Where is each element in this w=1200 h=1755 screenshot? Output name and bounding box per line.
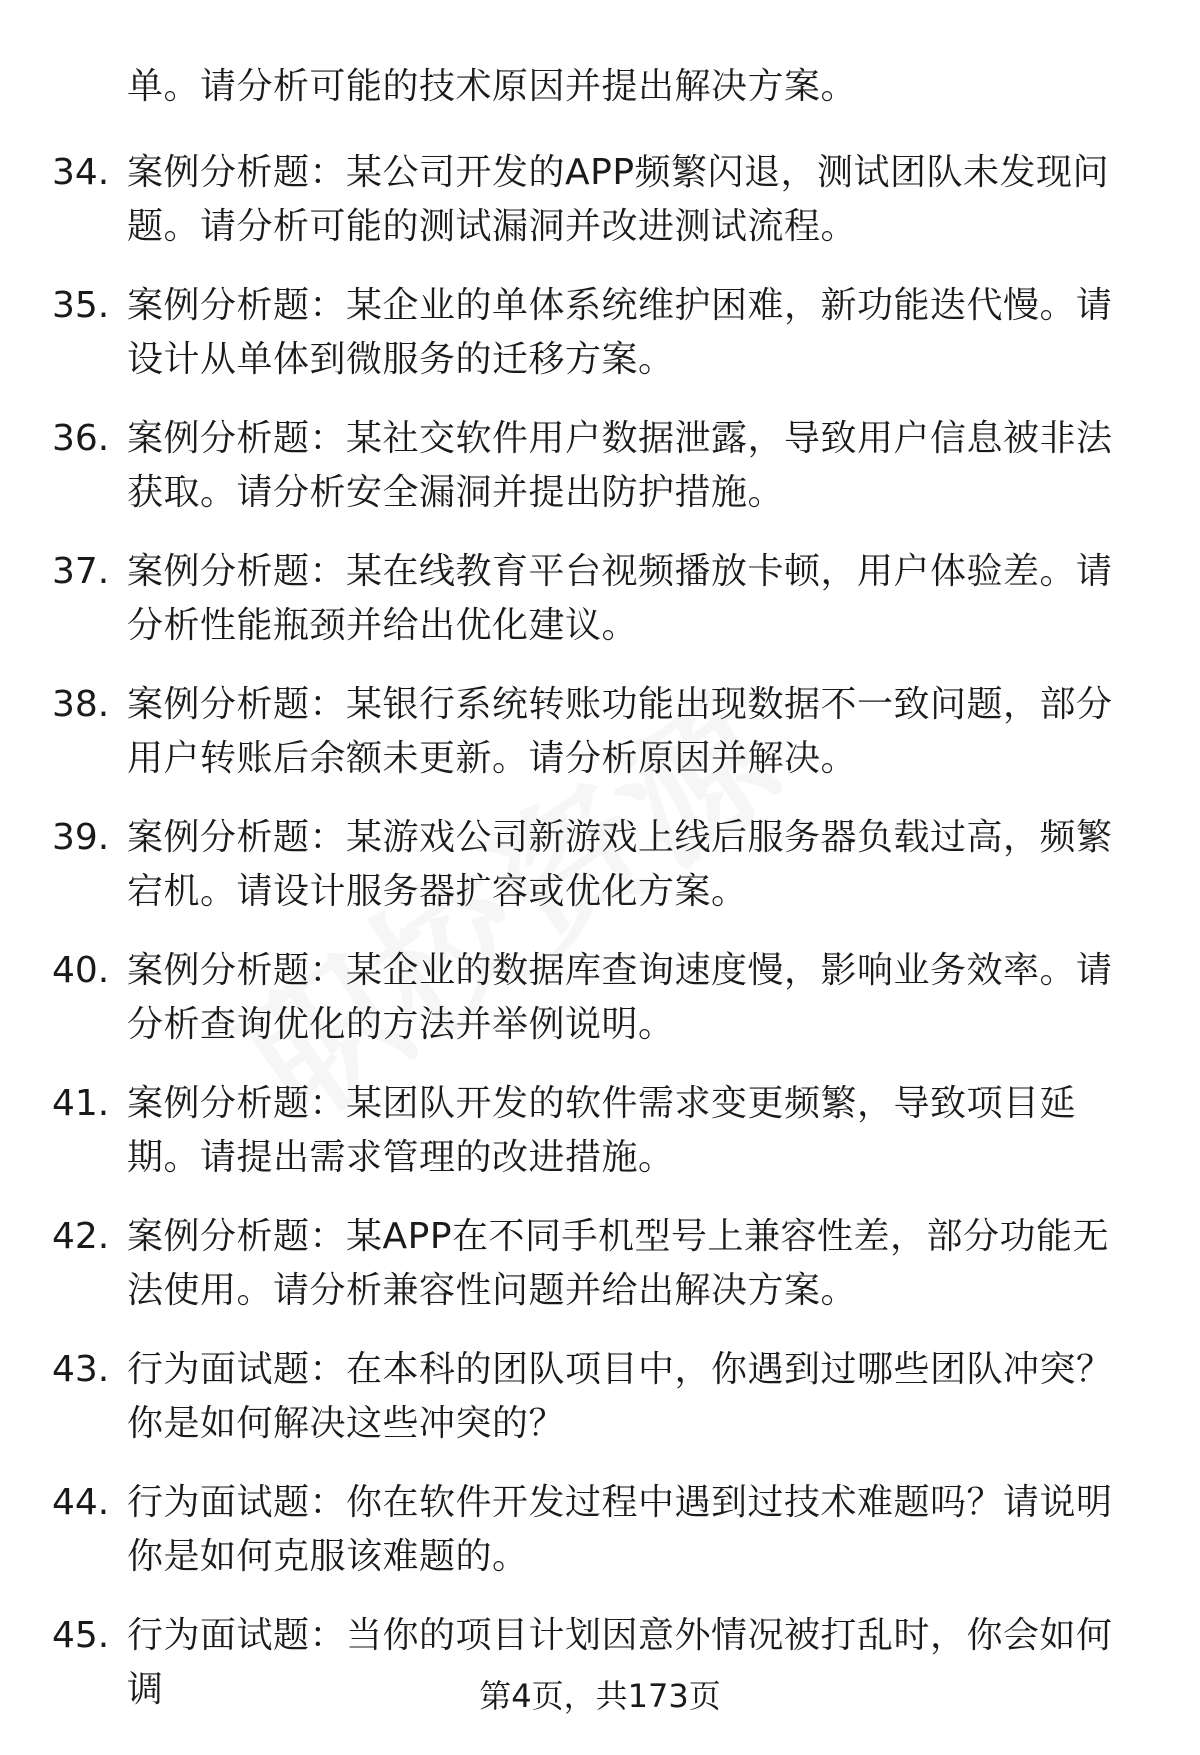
question-number: 40. (52, 950, 110, 991)
question-item-42 (0, 1210, 1200, 1343)
page-footer: 第4页，共173页 (479, 1677, 721, 1715)
question-text: 行为面试题：你在软件开发过程中遇到过技术难题吗？请说明你是如何克服该难题的。 (127, 1482, 1113, 1577)
question-item-36 (0, 412, 1200, 545)
question-text: 案例分析题：某在线教育平台视频播放卡顿，用户体验差。请分析性能瓶颈并给出优化建议。 (127, 551, 1113, 646)
question-number: 41. (52, 1083, 110, 1124)
question-text: 案例分析题：某银行系统转账功能出现数据不一致问题，部分用户转账后余额未更新。请分析原因并解决。 (127, 684, 1113, 779)
question-item-39 (0, 811, 1200, 944)
question-text: 案例分析题：某企业的单体系统维护困难，新功能迭代慢。请设计从单体到微服务的迁移方案。 (127, 285, 1113, 380)
question-number: 45. (52, 1615, 110, 1656)
question-item-38 (0, 678, 1200, 811)
question-number: 36. (52, 418, 110, 459)
question-text: 案例分析题：某公司开发的APP频繁闪退，测试团队未发现问题。请分析可能的测试漏洞并改进测试流程。 (127, 152, 1110, 247)
question-text: 案例分析题：某APP在不同手机型号上兼容性差，部分功能无法使用。请分析兼容性问题并给出解决方案。 (127, 1216, 1110, 1311)
question-text: 行为面试题：在本科的团队项目中，你遇到过哪些团队冲突？你是如何解决这些冲突的？ (127, 1349, 1113, 1444)
question-number: 37. (52, 551, 110, 592)
question-number: 38. (52, 684, 110, 725)
question-text: 案例分析题：某社交软件用户数据泄露，导致用户信息被非法获取。请分析安全漏洞并提出防护措施。 (127, 418, 1113, 513)
question-text: 案例分析题：某团队开发的软件需求变更频繁，导致项目延期。请提出需求管理的改进措施。 (127, 1083, 1077, 1178)
question-number: 42. (52, 1216, 110, 1257)
question-text: 行为面试题：当你的项目计划因意外情况被打乱时，你会如何调 (127, 1615, 1113, 1710)
question-number: 39. (52, 817, 110, 858)
question-item-41 (0, 1077, 1200, 1210)
question-list (0, 146, 1200, 1742)
question-item-44 (0, 1476, 1200, 1609)
question-text: 案例分析题：某企业的数据库查询速度慢，影响业务效率。请分析查询优化的方法并举例说明。 (127, 950, 1113, 1045)
question-item-40 (0, 944, 1200, 1077)
question-item-34 (0, 146, 1200, 279)
question-number: 44. (52, 1482, 110, 1523)
question-text: 案例分析题：某游戏公司新游戏上线后服务器负载过高，频繁宕机。请设计服务器扩容或优化方案。 (127, 817, 1113, 912)
question-item-43 (0, 1343, 1200, 1476)
question-number: 34. (52, 152, 110, 193)
question-number: 35. (52, 285, 110, 326)
question-item-35 (0, 279, 1200, 412)
continuation-text: 单。请分析可能的技术原因并提出解决方案。 (127, 66, 858, 107)
question-item-37 (0, 545, 1200, 678)
question-number: 43. (52, 1349, 110, 1390)
